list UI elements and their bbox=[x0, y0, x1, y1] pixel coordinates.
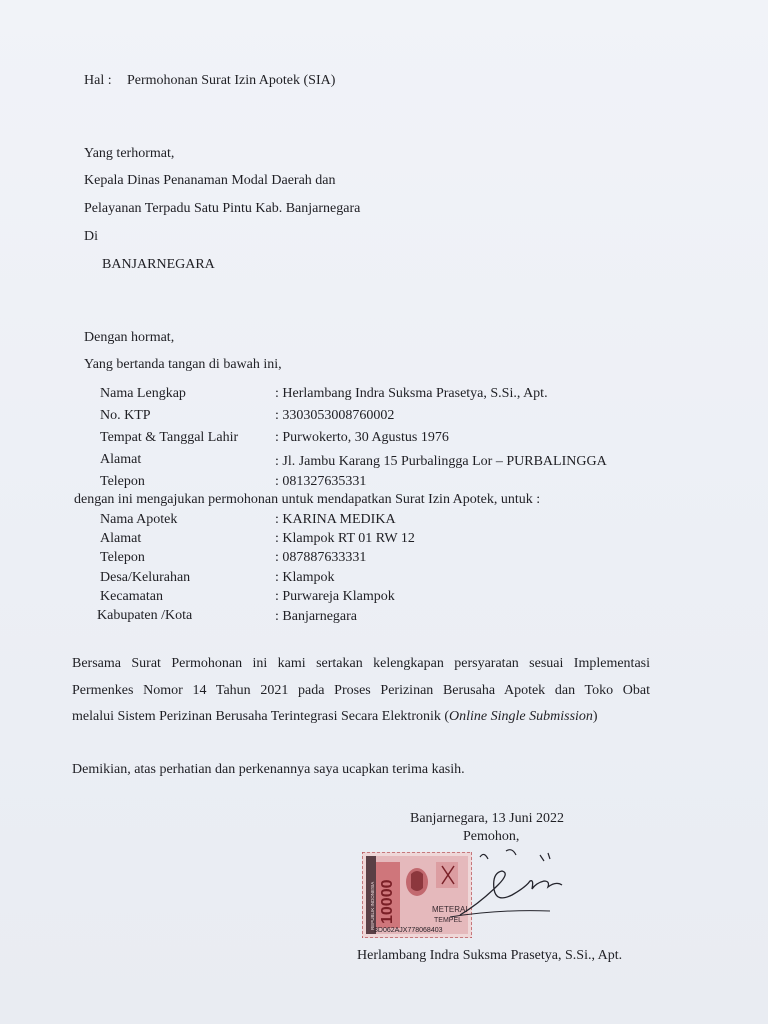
pharmacy-value: : 087887633331 bbox=[275, 550, 367, 565]
pharmacy-label: Alamat bbox=[100, 531, 142, 546]
addressee-di: Di bbox=[84, 229, 98, 244]
stamp-label-top: METERAI bbox=[432, 905, 468, 914]
body-line3-italic: Online Single Submission bbox=[449, 709, 593, 724]
applicant-value: : 3303053008760002 bbox=[275, 408, 395, 423]
addressee-city: BANJARNEGARA bbox=[102, 257, 215, 272]
applicant-label: Telepon bbox=[100, 474, 145, 489]
applicant-value: : Purwokerto, 30 Agustus 1976 bbox=[275, 430, 449, 445]
applicant-label: Tempat & Tanggal Lahir bbox=[100, 430, 239, 445]
place-date: Banjarnegara, 13 Juni 2022 bbox=[410, 811, 564, 826]
signer-name: Herlambang Indra Suksma Prasetya, S.Si., Apt. bbox=[357, 948, 623, 963]
pharmacy-value: : KARINA MEDIKA bbox=[275, 512, 396, 527]
pharmacy-label: Nama Apotek bbox=[100, 512, 178, 527]
pharmacy-value: : Klampok RT 01 RW 12 bbox=[275, 531, 415, 546]
stamp-country-text: REPUBLIK INDONESIA bbox=[370, 881, 375, 930]
stamp-serial: 3D062AJX778068403 bbox=[374, 927, 443, 934]
body-line2: Permenkes Nomor 14 Tahun 2021 pada Proses Perizinan Berusaha Apotek dan Toko Obat bbox=[72, 683, 650, 698]
body-line1: Bersama Surat Permohonan ini kami sertakan kelengkapan persyaratan sesuai Implementasi bbox=[72, 656, 650, 671]
applicant-value: : Herlambang Indra Suksma Prasetya, S.Si., Apt. bbox=[275, 386, 548, 401]
applicant-label: No. KTP bbox=[100, 408, 151, 423]
intro-line: Yang bertanda tangan di bawah ini, bbox=[84, 357, 282, 372]
closing-line: Demikian, atas perhatian dan perkenannya saya ucapkan terima kasih. bbox=[72, 762, 465, 777]
addressee-greeting: Yang terhormat, bbox=[84, 146, 175, 161]
body-line3 bbox=[72, 709, 598, 725]
applicant-label: Nama Lengkap bbox=[100, 386, 186, 401]
pharmacy-label: Kecamatan bbox=[100, 589, 163, 604]
pharmacy-label: Kabupaten /Kota bbox=[97, 608, 193, 623]
addressee-line1: Kepala Dinas Penanaman Modal Daerah dan bbox=[84, 173, 336, 188]
body-line3-end: ) bbox=[592, 709, 598, 724]
handwritten-signature bbox=[440, 845, 590, 930]
addressee-line2: Pelayanan Terpadu Satu Pintu Kab. Banjarnegara bbox=[84, 201, 361, 216]
stamp-label-bottom: TEMPEL bbox=[434, 917, 463, 924]
applicant-label: Alamat bbox=[100, 452, 142, 467]
body-line3-start: melalui Sistem Perizinan Berusaha Terintegrasi Secara Elektronik ( bbox=[72, 709, 450, 724]
salutation: Dengan hormat, bbox=[84, 330, 175, 345]
pharmacy-value: : Banjarnegara bbox=[275, 609, 358, 624]
pharmacy-label: Telepon bbox=[100, 550, 145, 565]
signer-role: Pemohon, bbox=[463, 829, 520, 844]
stamp-value: 10000 bbox=[379, 879, 396, 924]
request-line: dengan ini mengajukan permohonan untuk mendapatkan Surat Izin Apotek, untuk : bbox=[74, 492, 541, 507]
subject-text: Permohonan Surat Izin Apotek (SIA) bbox=[127, 73, 336, 88]
pharmacy-value: : Purwareja Klampok bbox=[275, 589, 395, 604]
subject-prefix: Hal : bbox=[84, 73, 112, 88]
applicant-value: : Jl. Jambu Karang 15 Purbalingga Lor – PURBALINGGA bbox=[275, 454, 607, 469]
pharmacy-value: : Klampok bbox=[275, 570, 335, 585]
applicant-value: : 081327635331 bbox=[275, 474, 367, 489]
pharmacy-label: Desa/Kelurahan bbox=[100, 570, 191, 585]
